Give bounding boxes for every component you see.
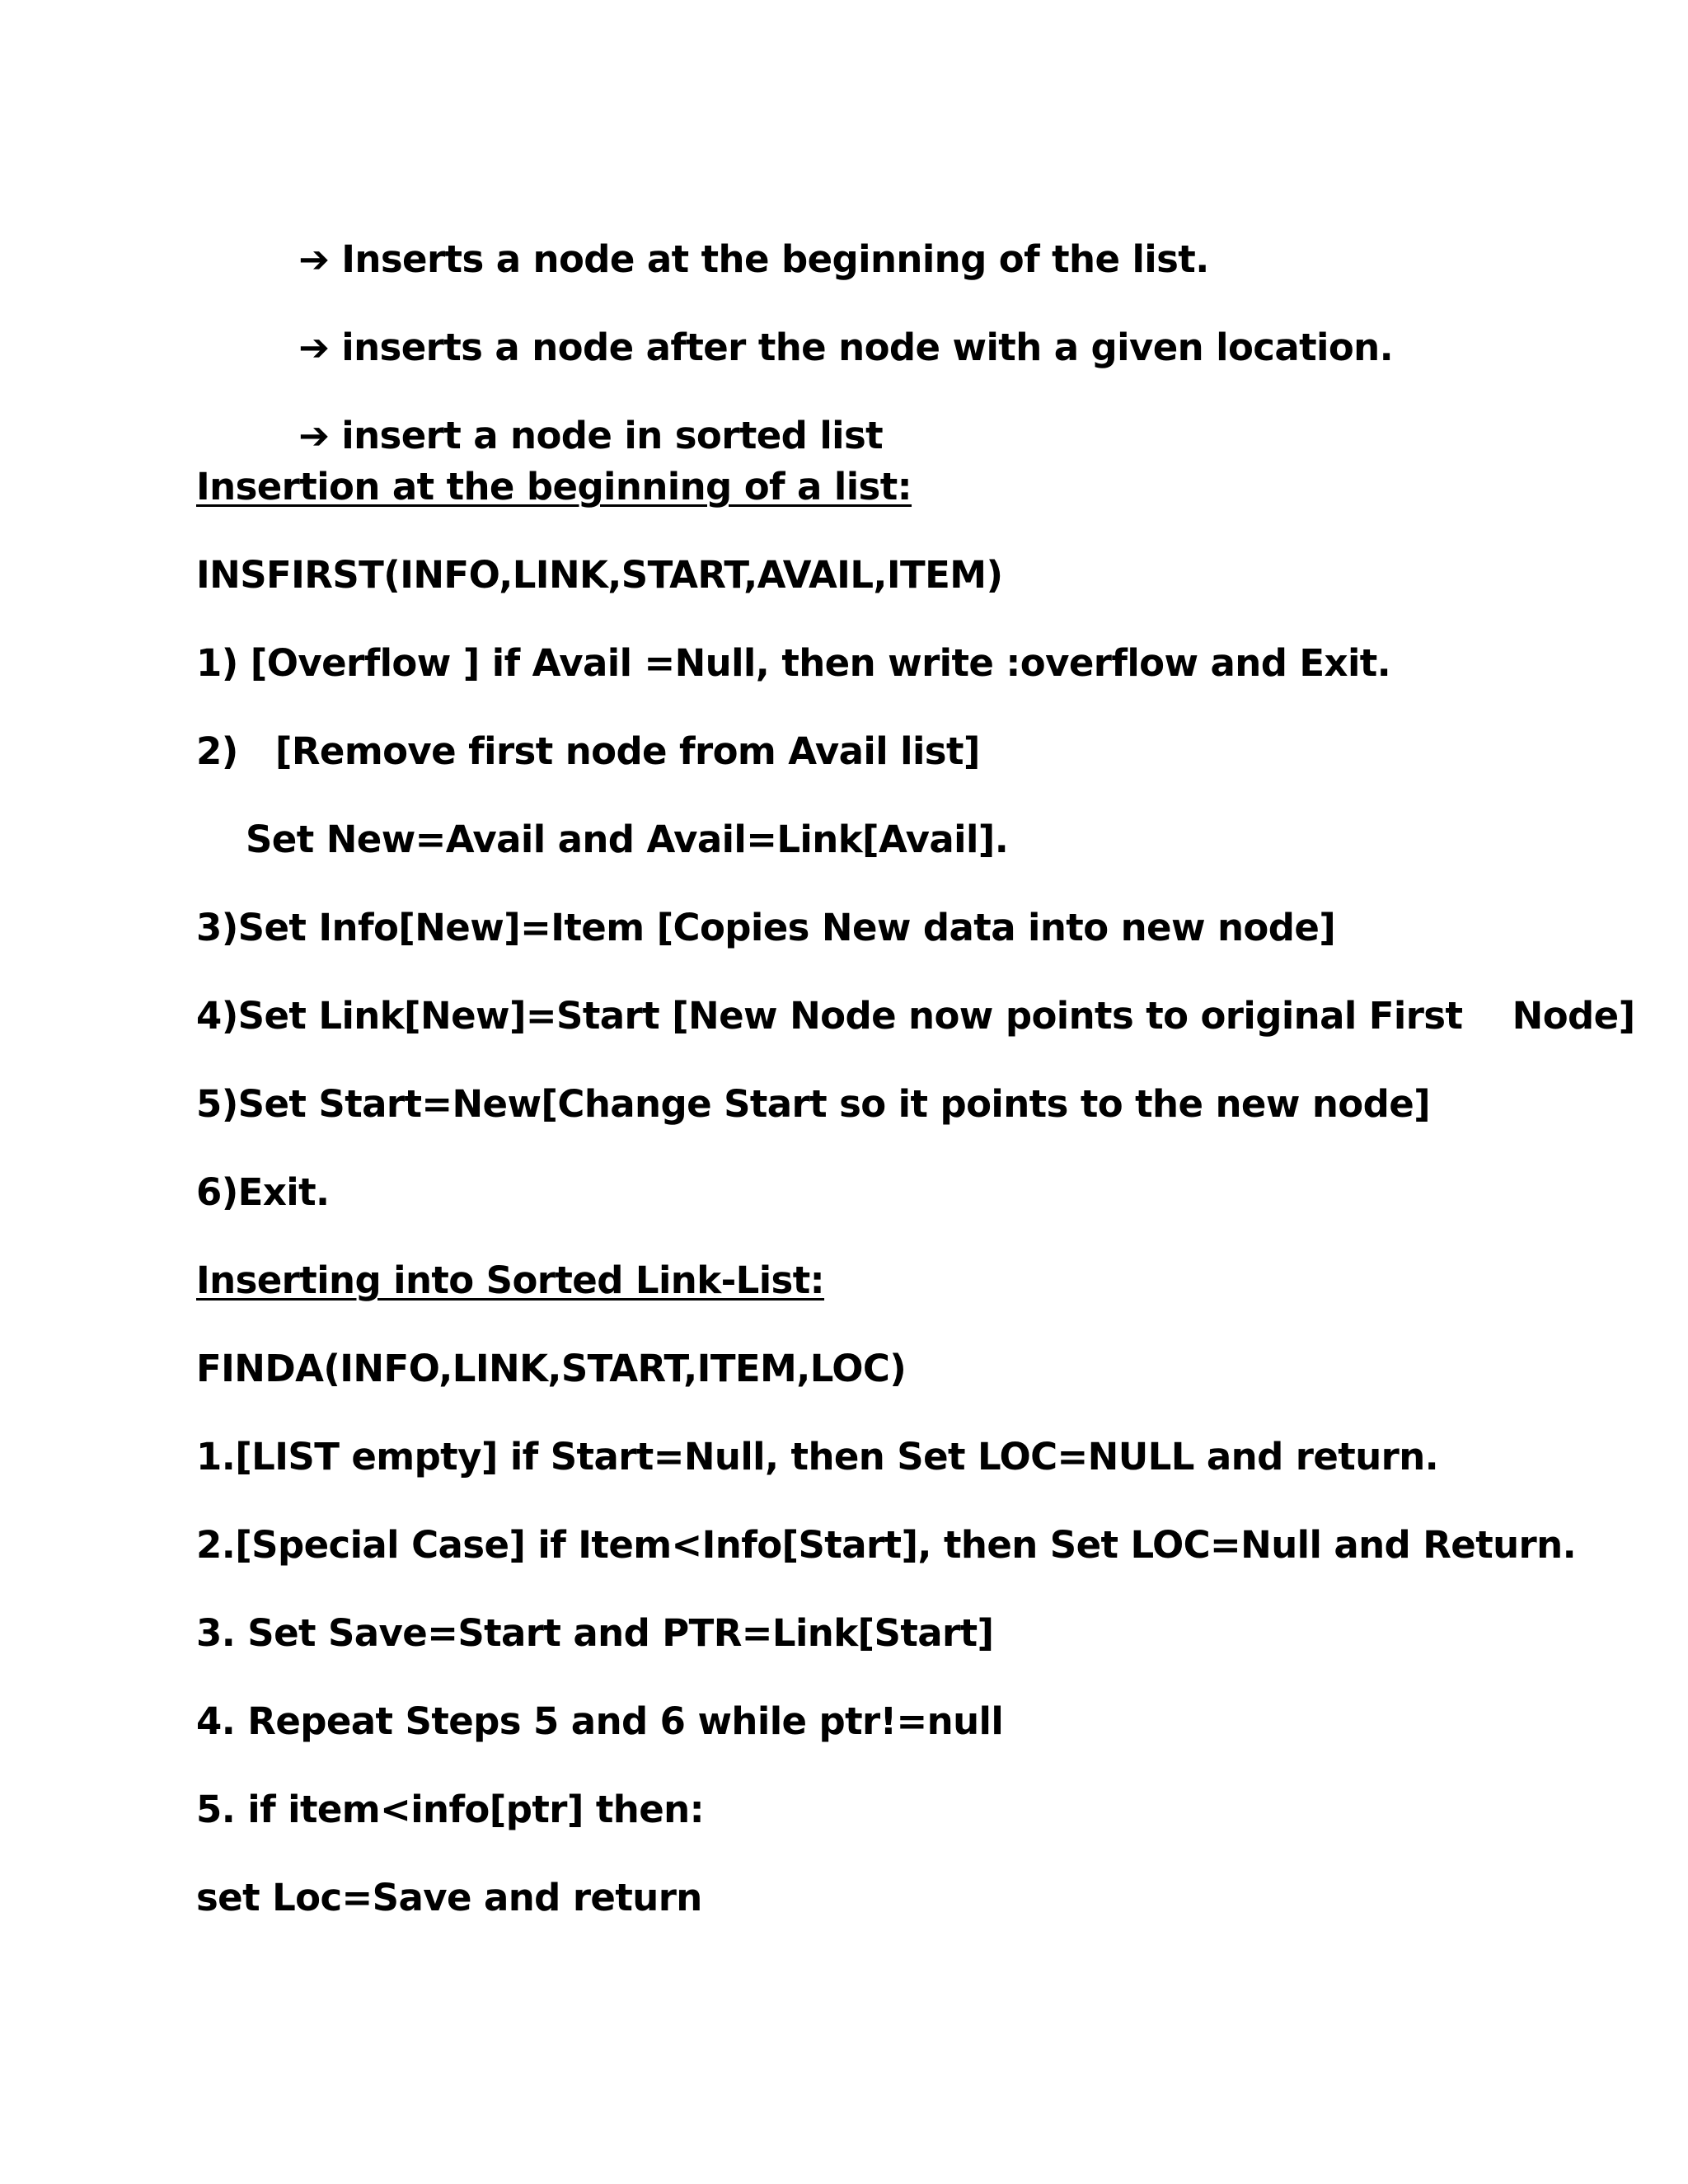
algorithm-step: set Loc=Save and return xyxy=(196,1876,702,1919)
algorithm-step: 1) [Overflow ] if Avail =Null, then write :overflow and Exit. xyxy=(196,641,1391,685)
algorithm-step: 5)Set Start=New[Change Start so it points to the new node] xyxy=(196,1082,1431,1126)
algorithm-step: 1.[LIST empty] if Start=Null, then Set LOC=NULL and return. xyxy=(196,1435,1439,1479)
algorithm-step: 5. if item<info[ptr] then: xyxy=(196,1788,704,1831)
algorithm-step: 2) [Remove first node from Avail list] xyxy=(196,729,980,773)
section-heading-sorted-link-list: Inserting into Sorted Link-List: xyxy=(196,1258,825,1302)
arrow-bullet-icon: ➔ xyxy=(298,414,330,457)
arrow-bullet-icon: ➔ xyxy=(298,237,330,281)
algorithm-step: 4)Set Link[New]=Start [New Node now points to original First Node] xyxy=(196,994,1635,1038)
algorithm-step: Set New=Avail and Avail=Link[Avail]. xyxy=(246,818,1009,861)
algorithm-step: 3)Set Info[New]=Item [Copies New data into new node] xyxy=(196,906,1336,949)
algorithm-step: 4. Repeat Steps 5 and 6 while ptr!=null xyxy=(196,1699,1004,1743)
algorithm-signature-insfirst: INSFIRST(INFO,LINK,START,AVAIL,ITEM) xyxy=(196,553,1003,597)
section-heading-insertion-beginning: Insertion at the beginning of a list: xyxy=(196,465,912,509)
arrow-bullet-icon: ➔ xyxy=(298,326,330,369)
bullet-text: insert a node in sorted list xyxy=(341,414,884,457)
bullet-text: inserts a node after the node with a given location. xyxy=(341,326,1394,369)
algorithm-step: 3. Set Save=Start and PTR=Link[Start] xyxy=(196,1611,994,1655)
algorithm-step: 6)Exit. xyxy=(196,1170,330,1214)
algorithm-step: 2.[Special Case] if Item<Info[Start], then Set LOC=Null and Return. xyxy=(196,1523,1577,1567)
algorithm-signature-finda: FINDA(INFO,LINK,START,ITEM,LOC) xyxy=(196,1347,907,1390)
bullet-text: Inserts a node at the beginning of the list. xyxy=(341,237,1209,281)
